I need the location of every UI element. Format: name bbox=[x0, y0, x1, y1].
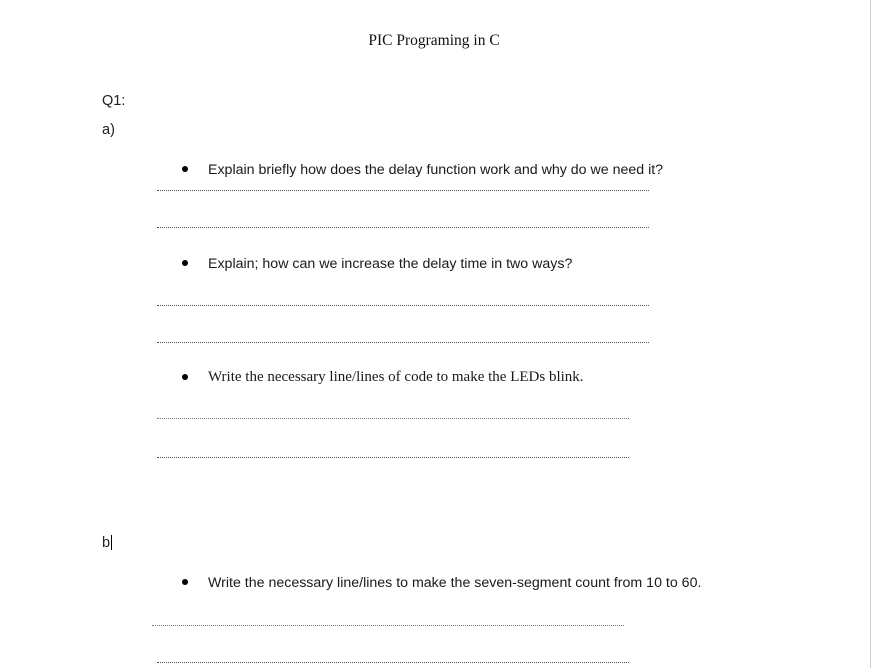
part-a-item-2 bbox=[176, 256, 572, 272]
bullet-icon bbox=[182, 579, 188, 585]
bullet-icon bbox=[182, 260, 188, 266]
part-a-label: a) bbox=[102, 122, 115, 138]
answer-line[interactable] bbox=[157, 342, 649, 343]
answer-line[interactable] bbox=[157, 190, 649, 191]
answer-line[interactable] bbox=[157, 457, 629, 458]
answer-line[interactable] bbox=[157, 305, 649, 306]
question-label: Q1: bbox=[102, 93, 126, 109]
answer-line[interactable] bbox=[157, 418, 629, 419]
part-a-item-3 bbox=[176, 369, 584, 386]
part-b-item-1 bbox=[176, 575, 701, 591]
part-a-item-1 bbox=[176, 162, 663, 178]
bullet-icon bbox=[182, 166, 188, 172]
part-b-label bbox=[102, 535, 112, 551]
part-a-item-2-text: Explain; how can we increase the delay time in two ways? bbox=[208, 256, 573, 272]
document-title: PIC Programing in C bbox=[368, 32, 500, 49]
part-a-item-3-text: Write the necessary line/lines of code to make the LEDs blink. bbox=[208, 369, 584, 385]
answer-line[interactable] bbox=[152, 625, 624, 626]
part-b-label-text: b bbox=[102, 535, 111, 551]
text-cursor bbox=[111, 535, 112, 550]
bullet-icon bbox=[182, 374, 188, 380]
answer-line[interactable] bbox=[157, 227, 649, 228]
part-b-item-1-text: Write the necessary line/lines to make the seven-segment count from 10 to 60. bbox=[208, 575, 702, 591]
part-a-item-1-text: Explain briefly how does the delay function work and why do we need it? bbox=[208, 162, 664, 178]
answer-line[interactable] bbox=[157, 662, 629, 663]
